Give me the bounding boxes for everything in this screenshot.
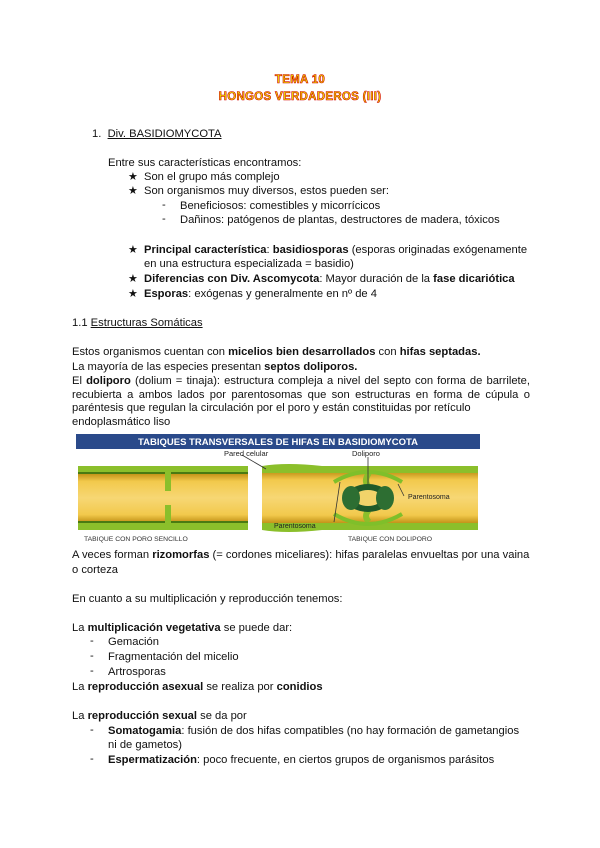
bullet-text: : exógenas y generalmente en nº de 4 [188,288,377,300]
list-item: Artrosporas [108,666,166,678]
bullet-text: : Mayor duración de la [319,273,434,285]
paragraph [72,709,247,723]
caption-left: TABIQUE CON PORO SENCILLO [84,536,188,543]
figure-banner-text: TABIQUES TRANSVERSALES DE HIFAS EN BASIDIOMYCOTA [138,437,418,448]
bullet-term: fase dicariótica [433,273,515,285]
septum-diagram [72,432,484,544]
bold-term: micelios bien desarrollados [228,346,376,358]
text-span: con [375,346,400,358]
star-icon: ★ [128,288,138,300]
subsection-title: Estructuras Somáticas [90,317,203,329]
bullet-sep: : [266,244,273,256]
dash-icon: - [162,213,166,225]
text-span: : poco frecuente, en ciertos grupos de organismos parásitos [196,754,495,766]
dash-icon: - [162,199,166,211]
bullet-item: Son organismos muy diversos, estos pueden ser: [144,185,390,197]
sub-bullet-item: Dañinos: patógenos de plantas, destructores de madera, tóxicos [180,214,500,226]
paragraph [72,360,357,374]
text-span: se da por [197,710,247,722]
sub-bullet-item: Beneficiosos: comestibles y micorrícicos [180,200,381,212]
page-subtitle: HONGOS VERDADEROS (III) [218,91,382,103]
label-doliporo: Doliporo [352,449,380,458]
bold-term: conidios [276,681,323,693]
text-span: A veces forman [72,549,153,561]
bullet-text: (esporas originadas exógenamente [348,244,528,256]
bold-term: doliporo [86,375,131,387]
bullet-label: Principal característica [144,244,267,256]
section-number: 1. [92,128,102,140]
bold-term: multiplicación vegetativa [87,622,221,634]
paragraph: o corteza [72,564,119,576]
label-parentosoma-left: Parentosoma [274,523,316,530]
list-item: Fragmentación del micelio [108,651,239,663]
text-span: (dolium = tinaja): estructura compleja a nivel del septo con forma de barrilete, recubierta a ambos lados por parentosomas que son estructuras en forma de cúpula o paréntesis que regulan la circulación por el poro y están constituidas por retículo [72,375,530,414]
list-item: Gemación [108,636,159,648]
text-span: se realiza por [203,681,277,693]
bullet-label: Diferencias con Div. Ascomycota [144,273,320,285]
intro-text: Entre sus características encontramos: [108,157,302,169]
bold-term: hifas septadas. [399,346,481,358]
simple-pore-septum [78,466,248,530]
text-span: El [72,375,87,387]
paragraph [72,680,323,694]
bullet-esporas [144,287,377,301]
bullet-principal-line2: en una estructura especializada = basidio) [144,258,354,270]
list-item [108,753,494,767]
bullet-diferencias [144,272,515,286]
list-item [108,724,519,738]
dash-icon: - [90,650,94,662]
subsection-heading [72,316,203,330]
dash-icon: - [90,724,94,736]
bold-term: rizomorfas [152,549,210,561]
caption-right: TABIQUE CON DOLIPORO [348,536,433,543]
text-span: La mayoría de las especies presentan [72,361,265,373]
bullet-term: basidiosporas [272,244,349,256]
paragraph: En cuanto a su multiplicación y reproducción tenemos: [72,593,343,605]
dash-icon: - [90,665,94,677]
section-title: Div. BASIDIOMYCOTA [107,128,222,140]
list-item-continuation: ni de gametos) [108,739,183,751]
text-span: La [72,622,88,634]
text-span: Estos organismos cuentan con [72,346,229,358]
star-icon: ★ [128,171,138,183]
bold-term: reproducción sexual [87,710,197,722]
section-heading [92,127,222,141]
text-span: : fusión de dos hifas compatibles (no hay formación de gametangios [181,725,520,737]
dash-icon: - [90,753,94,765]
label-pared: Pared celular [224,449,269,458]
bold-term: Somatogamia [108,725,182,737]
page-title: TEMA 10 [274,74,326,86]
star-icon: ★ [128,273,138,285]
bold-term: Espermatización [108,754,197,766]
paragraph [72,345,481,359]
subsection-number: 1.1 [72,317,91,329]
text-span: La [72,681,88,693]
paragraph-doliporo [72,375,530,429]
star-icon: ★ [128,244,138,256]
text-span: endoplasmático liso [72,415,171,428]
paragraph [72,621,292,635]
paragraph [72,548,529,562]
star-icon: ★ [128,185,138,197]
text-span: se puede dar: [220,622,293,634]
text-span: (= cordones miceliares): hifas paralelas envueltas por una vaina [209,549,530,561]
text-span: La [72,710,88,722]
bold-term: reproducción asexual [87,681,204,693]
label-parentosoma-right: Parentosoma [408,494,450,501]
bullet-item: Son el grupo más complejo [144,171,280,183]
bullet-label: Esporas [144,288,189,300]
dash-icon: - [90,635,94,647]
bold-term: septos doliporos. [264,361,358,373]
bullet-principal [144,243,527,257]
